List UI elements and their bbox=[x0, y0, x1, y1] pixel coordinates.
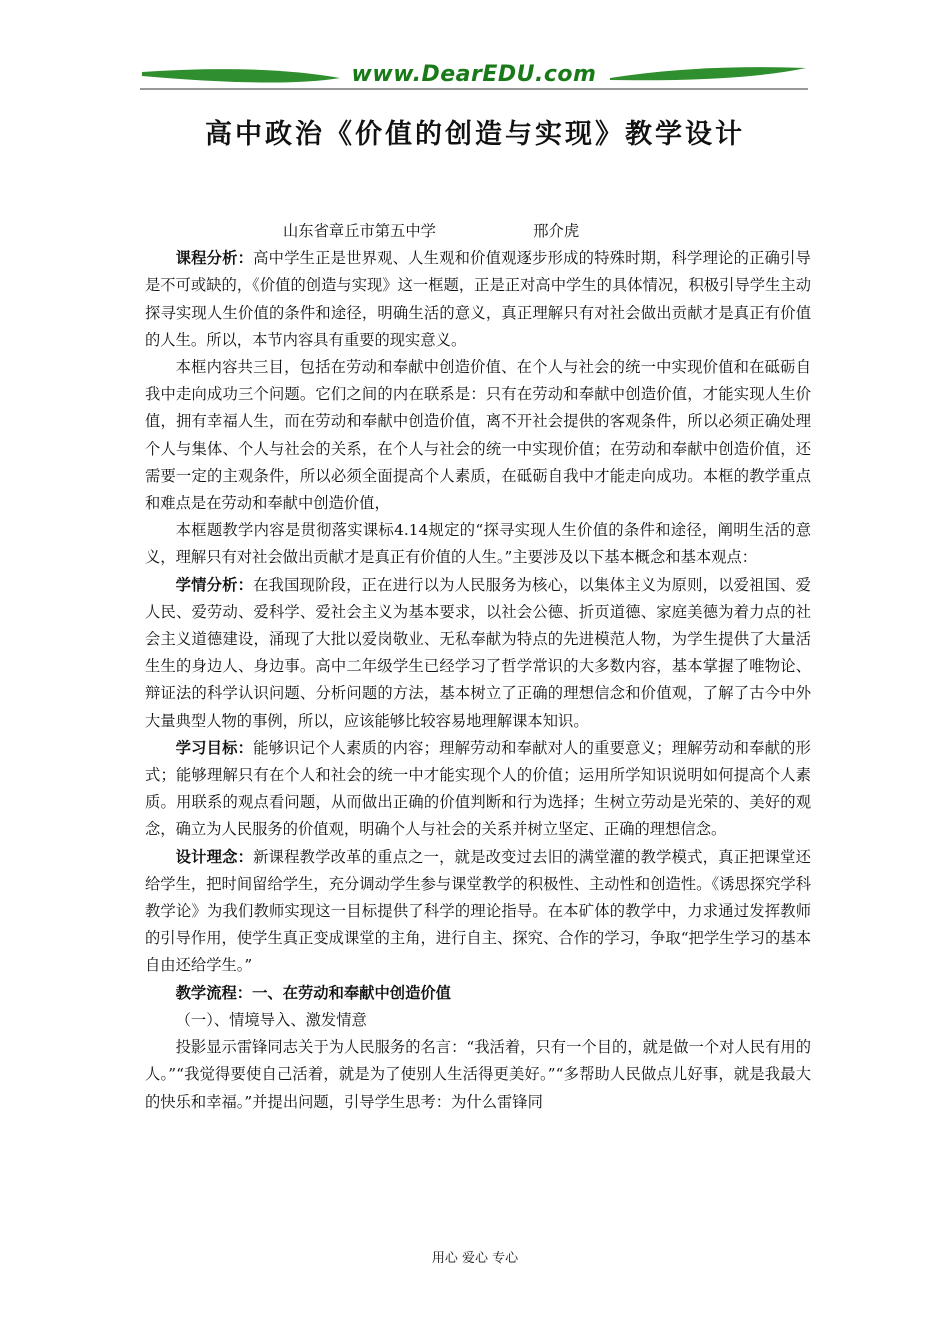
flow-paragraph: 投影显示雷锋同志关于为人民服务的名言：“我活着，只有一个目的，就是做一个对人民有用的人。”“我觉得要使自己活着，就是为了使别人生活得更美好。”“多帮助人民做点儿好事，就是我最大的快乐和幸福。”并提出问题，引导学生思考：为什么雷锋同 bbox=[145, 1038, 811, 1111]
document-title: 高中政治《价值的创造与实现》教学设计 bbox=[205, 119, 745, 150]
design-label: 设计理念： bbox=[175, 847, 254, 866]
design-text: 新课程教学改革的重点之一，就是改变过去旧的满堂灌的教学模式，真正把课堂还给学生，把时间留给学生，充分调动学生参与课堂教学的积极性、主动性和创造性。《诱思探究学科教学论》为我们教师实现这一目标提供了科学的理论指导。在本矿体的教学中，力求通过发挥教师的引导作用，使学生真正变成课堂的主角，进行自主、探究、合作的学习，争取“把学生学习的基本自由还给学生。” bbox=[145, 847, 811, 975]
content-overview-paragraph: 本框内容共三目，包括在劳动和奉献中创造价值、在个人与社会的统一中实现价值和在砥砺自我中走向成功三个问题。它们之间的内在联系是：只有在劳动和奉献中创造价值，才能实现人生价值，拥有幸福人生，而在劳动和奉献中创造价值，离不开社会提供的客观条件，所以必须正确处理个人与集体、个人与社会的关系，在个人与社会的统一中实现价值；在劳动和奉献中创造价值，还需要一定的主观条件，所以必须全面提高个人素质，在砥砺自我中才能走向成功。本框的教学重点和难点是在劳动和奉献中创造价值， bbox=[145, 358, 811, 513]
site-name[interactable]: www.DearEDU.com bbox=[351, 62, 597, 87]
byline bbox=[145, 218, 811, 245]
course-analysis-paragraph bbox=[145, 245, 811, 354]
learner-analysis-text: 在我国现阶段，正在进行以为人民服务为核心，以集体主义为原则，以爱祖国、爱人民、爱劳动、爱科学、爱社会主义为基本要求，以社会公德、折页道德、家庭美德为着力点的社会主义道德建设，涌现了大批以爱岗敬业、无私奉献为特点的先进模范人物，为学生提供了大量活生生的身边人、身边事。高中二年级学生已经学习了哲学常识的大多数内容，基本掌握了唯物论、辩证法的科学认识问题、分析问题的方法，基本树立了正确的理想信念和价值观，了解了古今中外大量典型人物的事例，所以，应该能够比较容易地理解课本知识。 bbox=[145, 575, 811, 730]
objectives-label: 学习目标： bbox=[175, 738, 254, 757]
objectives-text: 能够识记个人素质的内容；理解劳动和奉献对人的重要意义；理解劳动和奉献的形式；能够理解只有在个人和社会的统一中才能实现个人的价值；运用所学知识说明如何提高个人素质。用联系的观点看问题，从而做出正确的价值判断和行为选择；生树立劳动是光荣的、美好的观念，确立为人民服务的价值观，明确个人与社会的关系并树立坚定、正确的理想信念。 bbox=[145, 738, 811, 839]
objectives-paragraph bbox=[145, 735, 811, 844]
course-analysis-label: 课程分析： bbox=[175, 249, 254, 268]
byline-author: 邢介虎 bbox=[533, 222, 580, 240]
course-analysis-text: 高中学生正是世界观、人生观和价值观逐步形成的特殊时期，科学理论的正确引导是不可或缺的，《价值的创造与实现》这一框题，正是正对高中学生的具体情况，积极引导学生主动探寻实现人生价值的条件和途径，明确生活的意义，真正理解只有对社会做出贡献才是真正有价值的人生。所以，本节内容具有重要的现实意义。 bbox=[145, 249, 811, 349]
design-paragraph bbox=[145, 844, 811, 980]
learner-analysis-paragraph bbox=[145, 572, 811, 735]
learner-analysis-label: 学情分析： bbox=[175, 575, 254, 594]
page-footer: 用心 爱心 专心 bbox=[431, 1251, 519, 1266]
document-body bbox=[145, 218, 811, 1116]
flow-subheading: （一）、情境导入、激发情意 bbox=[175, 1010, 367, 1029]
site-header bbox=[140, 58, 808, 98]
flow-heading bbox=[145, 980, 811, 1007]
flow-heading-text: 一、在劳动和奉献中创造价值 bbox=[252, 983, 451, 1002]
curriculum-standard-paragraph: 本框题教学内容是贯彻落实课标4.14规定的“探寻实现人生价值的条件和途径，阐明生活的意义，理解只有对社会做出贡献才是真正有价值的人生。”主要涉及以下基本概念和基本观点： bbox=[145, 521, 811, 567]
flow-label: 教学流程： bbox=[175, 983, 253, 1002]
byline-school: 山东省章丘市第五中学 bbox=[283, 222, 436, 240]
